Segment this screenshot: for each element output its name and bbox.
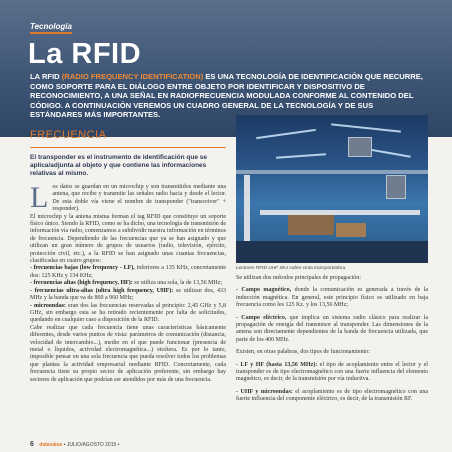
intro-start: LA RFID	[30, 72, 62, 81]
paragraph-1: os datos se guardan en un microchip y son transmitidos mediante una antena, que recibe y transmite las señales radio hacia y desde el lector. De esta doble vía viene el nombre de transponder ("transceiver" + responder).	[52, 184, 226, 213]
issue-date: • JULIO/AGOSTO 2015 •	[63, 442, 120, 448]
band-item-hf: - frecuencias altas (high frequency, HF): se utiliza una sola, la de 13,56 MHz;	[30, 280, 223, 287]
band-item-microwave: - microondas: eran dos las frecuencias reservadas al principio: 2,45 GHz y 5,8 GHz, sin embargo esta se ha retirado recientemente por falta de solicitudes, quedando en cualquier caso a disposición de la RFID.	[30, 302, 226, 324]
left-column	[30, 129, 226, 384]
band-item-lf: - frecuencias bajas (low frequency - LF), inferiores a 135 KHz, concretamente dos: 125 KHz y 134 KHz;	[30, 265, 226, 279]
uhf-microwave-item: - UHF y microondas: el acoplamiento es de tipo electromagnético con una fuerte influencia del componente eléctrico, es decir, de la transmisión RF.	[236, 388, 428, 403]
section-tag: Tecnología	[30, 22, 72, 34]
article-intro	[30, 72, 425, 120]
page-footer	[30, 441, 119, 448]
drop-cap: L	[30, 181, 49, 214]
propagation-intro: Se utilizan dos métodos principales de propagación:	[236, 275, 361, 281]
operation-types-intro: Existen, en otras palabras, dos tipos de funcionamiento:	[236, 349, 370, 356]
right-body	[236, 275, 428, 404]
left-body	[30, 181, 227, 384]
paragraph-3: Cabe realizar que cada frecuencia tiene unas características básicamente diferentes, desde varios puntos de vista: parámetros de comunicación (distancia, velocidad de intercambio...), medio en el que puede funcionar (presencia de metal o líquidos, actividad electromagnética...) etcétera. Es por lo tanto, imposible pensar en una sola frecuencia que pueda resolver todos los problemas que plantea la actividad empresarial mediante RFID. Concretamente, cada frecuencia tiene su propio sector de aplicación preferente, sin embargo hay sectores de aplicación que podrían ser atendidos por más de una frecuencia.	[30, 324, 226, 383]
band-item-uhf: - frecuencias ultra-altas (ultra high frequency, UHF): se utilizan dos, 433 MHz y la banda que va de 860 a 960 MHz;	[30, 287, 227, 302]
magnetic-field-item: - Campo magnético, donde la comunicación es generada a través de la inducción magnética. En general, este principio físico es utilizado en baja frecuencia como les 125 Kz. y los 13,56 MHz;	[236, 287, 428, 309]
page-number: 6	[30, 441, 34, 448]
lf-hf-item: - LF y HF (hasta 13,56 MHz): el tipo de acoplamiento entre el lector y el transponder es de tipo electromagnético con una fuerte influencia del elemento magnético, es decir, de la transmisión por vía inductiva.	[236, 361, 428, 383]
section-heading: FRECUENCIA	[30, 129, 107, 141]
photo-caption: Lectores RFID UHF SkA sobre cinta transportadora.	[236, 266, 347, 271]
magazine-brand: datavalue	[39, 442, 63, 448]
right-column	[236, 275, 428, 409]
paragraph-2: El microchip y la antena misma forman el tag RFID que constituye un soporte físico único. Siendo la RFID, como se ha dicho, una tecnología de transmisión de información vía radio, comenzamos a subdividir nuestra información en términos de frecuencia. Dependiendo de las frecuencias que ya se han asignado y que utilizan un gran número de grupos de usuarios (radio, televisión, ejército, protección civil, etc.), a la RFID se han asignado unas cuantas frecuencias, clasificadas en cuatro grupos:	[30, 213, 226, 265]
intro-rest: ES UNA TECNOLOGÍA DE IDENTIFICACIÓN QUE RECURRE, COMO SOPORTE PARA EL DIÁLOGO ENTRE OBJETO POR IDENTIFICAR Y DISPOSITIVO DE RECONOCIMIENTO, A UNA SEÑAL EN RADIOFRECUENCIA MODULADA CONFORME AL CONTENIDO DEL CÓDIGO. A CONTINUACIÓN VEREMOS UN CUADRO GENERAL DE LA TECNOLOGÍA Y DE SUS ESTÁNDARES MÁS IMPORTANTES.	[30, 72, 423, 120]
electric-field-item: - Campo eléctrico, que implica un sistema radio clásico para realizar la propagación de energía del transmisor al transponder. Las dimensiones de la antena son directamente dependientes de la banda de frecuencia utilizada, que parte de los 400 MHz.	[236, 314, 428, 343]
rfid-conveyor-photo	[236, 115, 428, 263]
intro-highlight: (RADIO FREQUENCY IDENTIFICATION)	[61, 72, 204, 81]
article-title: La RFID	[28, 38, 142, 70]
lead-paragraph: El transponder es el instrumento de identificación que se aplica/adjunta al objeto y que contiene las informaciones relativas al mismo.	[30, 154, 207, 177]
heading-rule	[30, 147, 226, 148]
